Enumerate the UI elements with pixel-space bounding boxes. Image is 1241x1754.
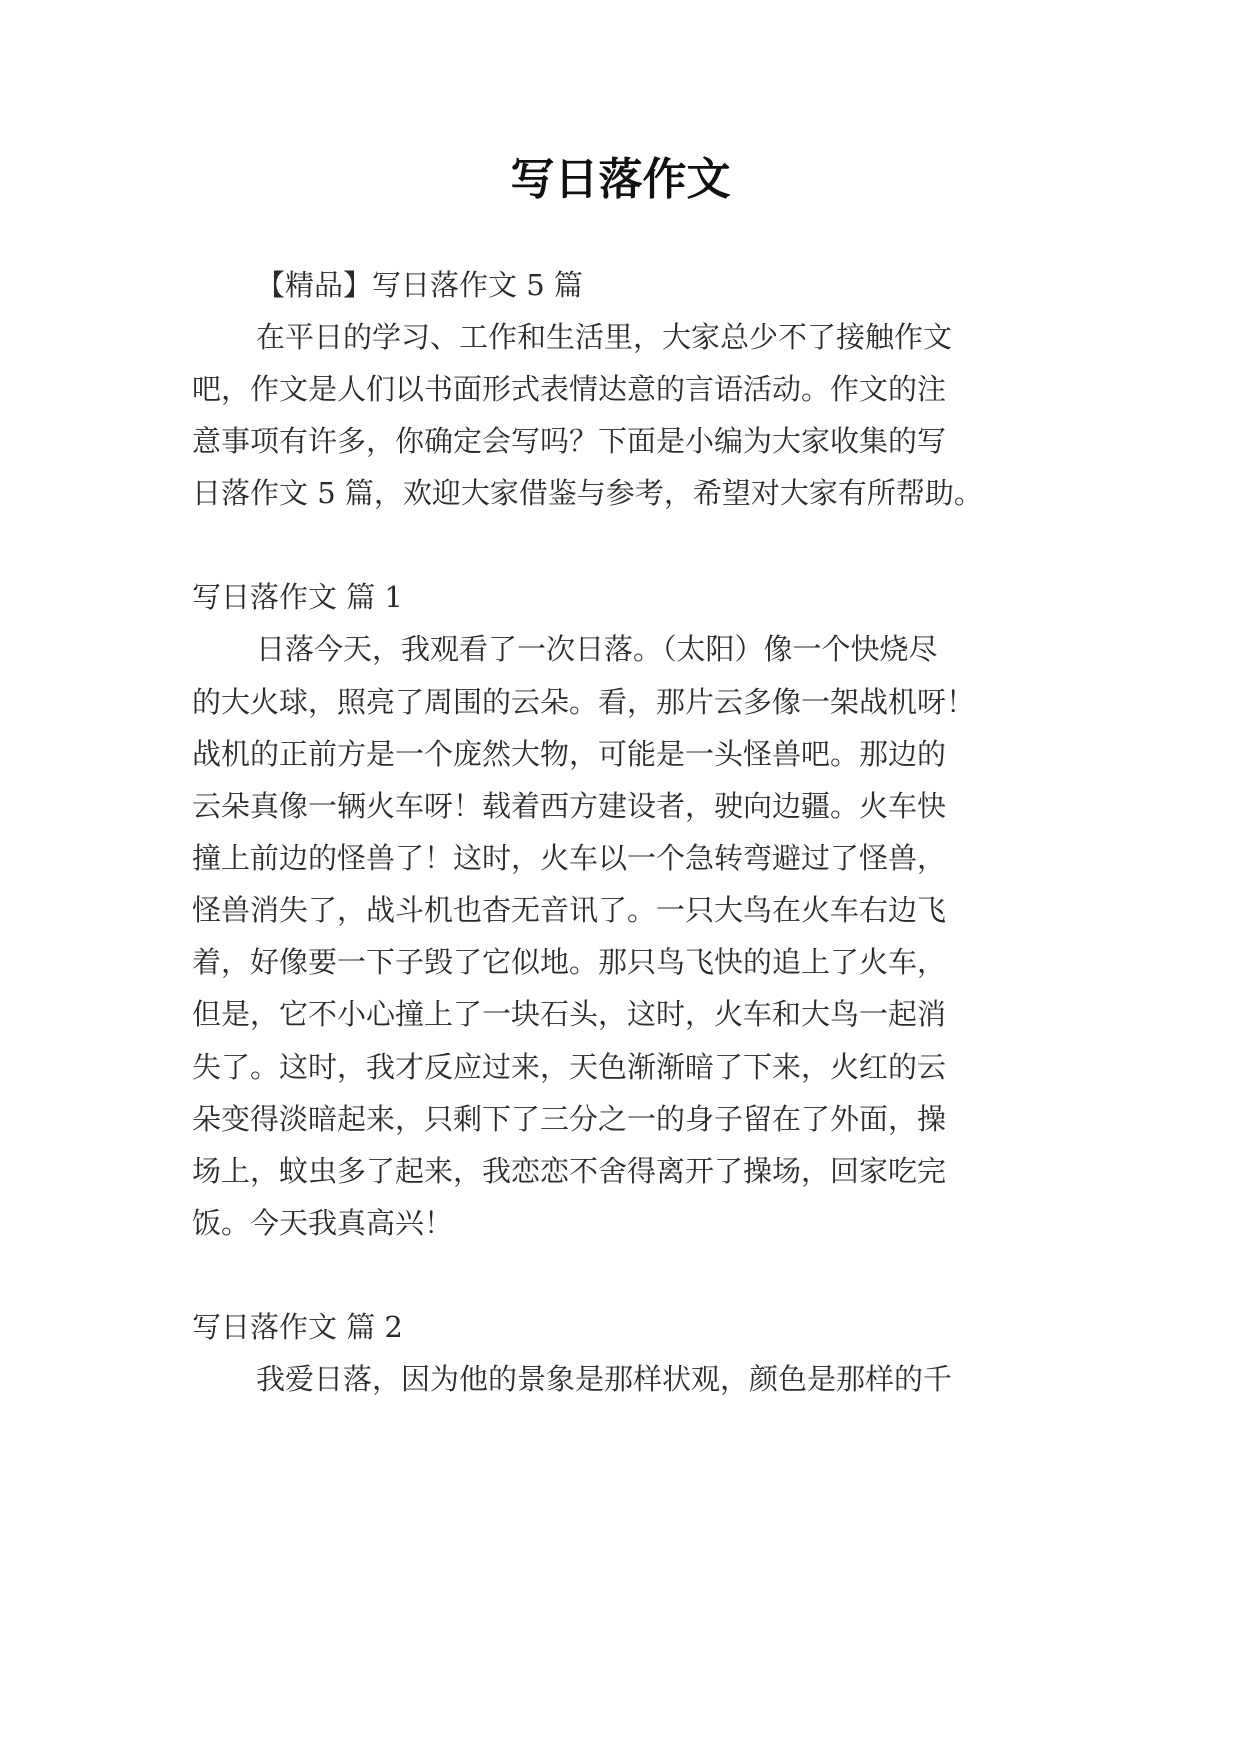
paragraph-line: 饭。今天我真高兴！ <box>192 1206 454 1240</box>
intro-line: 日落作文 5 篇，欢迎大家借鉴与参考，希望对大家有所帮助。 <box>192 476 983 510</box>
paragraph-line: 的大火球，照亮了周围的云朵。看，那片云多像一架战机呀！ <box>192 685 976 719</box>
paragraph-line: 失了。这时，我才反应过来，天色渐渐暗了下来，火红的云 <box>192 1050 947 1084</box>
intro-line: 吧，作文是人们以书面形式表情达意的言语活动。作文的注 <box>192 372 947 406</box>
section-heading: 写日落作文 篇 1 <box>192 580 403 614</box>
paragraph-line: 云朵真像一辆火车呀！载着西方建设者，驶向边疆。火车快 <box>192 789 947 823</box>
paragraph-line: 但是，它不小心撞上了一块石头，这时，火车和大鸟一起消 <box>192 997 947 1031</box>
section-heading: 写日落作文 篇 2 <box>192 1310 403 1344</box>
intro-line: 在平日的学习、工作和生活里，大家总少不了接触作文 <box>256 320 953 354</box>
paragraph-line: 着，好像要一下子毁了它似地。那只鸟飞快的追上了火车， <box>192 945 947 979</box>
paragraph-line: 怪兽消失了，战斗机也杳无音讯了。一只大鸟在火车右边飞 <box>192 893 947 927</box>
paragraph-line: 朵变得淡暗起来，只剩下了三分之一的身子留在了外面，操 <box>192 1102 947 1136</box>
paragraph-line: 日落今天，我观看了一次日落。（太阳）像一个快烧尽 <box>256 632 938 666</box>
intro-line: 意事项有许多，你确定会写吗？下面是小编为大家收集的写 <box>192 424 947 458</box>
page-title: 写日落作文 <box>510 154 731 205</box>
paragraph-line: 场上，蚊虫多了起来，我恋恋不舍得离开了操场，回家吃完 <box>192 1154 947 1188</box>
paragraph-line: 战机的正前方是一个庞然大物，可能是一头怪兽吧。那边的 <box>192 737 947 771</box>
paragraph-line: 我爱日落，因为他的景象是那样状观，颜色是那样的千 <box>256 1362 953 1396</box>
document-subtitle: 【精品】写日落作文 5 篇 <box>256 268 583 302</box>
paragraph-line: 撞上前边的怪兽了！这时，火车以一个急转弯避过了怪兽， <box>192 841 947 875</box>
